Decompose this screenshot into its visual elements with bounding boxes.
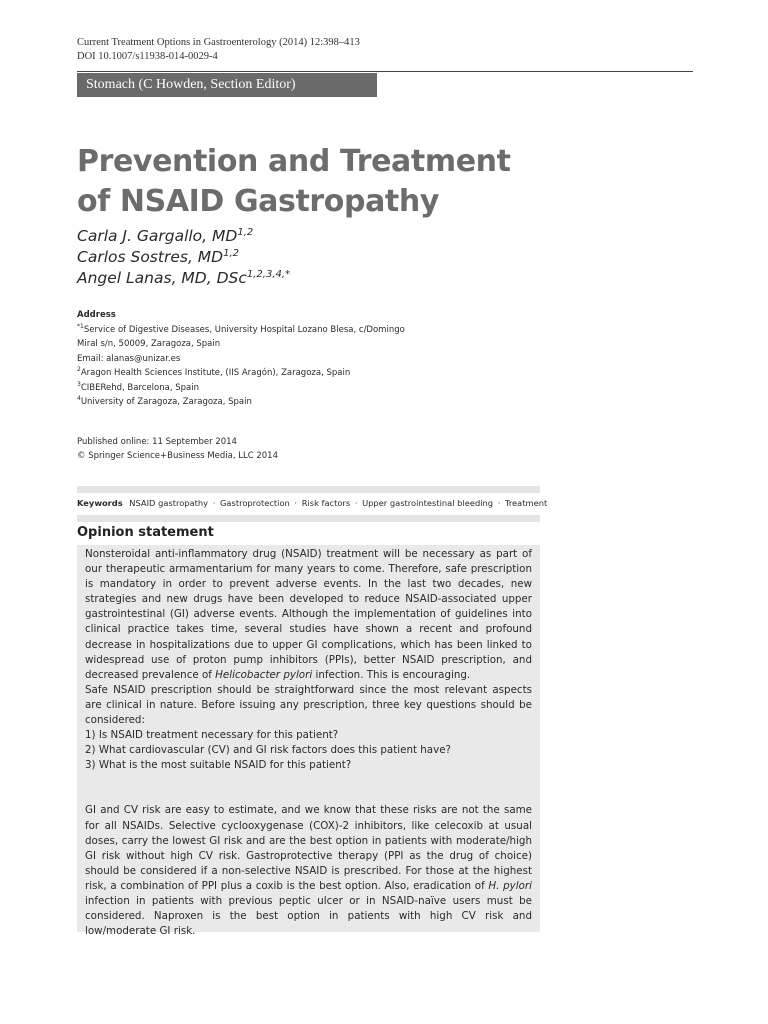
keyword: Gastroprotection <box>220 498 290 508</box>
address-line: Miral s/n, 50009, Zaragoza, Spain <box>77 339 221 349</box>
keyword: Upper gastrointestinal bleeding <box>362 498 494 508</box>
keyword-separator: · <box>497 498 501 508</box>
address-block <box>77 308 517 410</box>
opinion-heading: Opinion statement <box>77 525 214 540</box>
opinion-paragraph: GI and CV risk are easy to estimate, and we know that these risks are not the same for all NSAIDs. Selective cyclooxygenase (COX)-2 inhibitors, like celecoxib at usual doses, carry the lowest GI risk and are the best option in patients with moderate/high GI risk without high CV risk. Gastroprotective therapy (PPI as the drug of choice) should be considered if a non-selective NSAID is prescribed. For those at the highest risk, a combination of PPI plus a coxib is the best option. Also, eradication of H. pylori infection in patients with previous peptic ulcer or in NSAID-naïve users must be considered. Naproxen is the best option in patients with high CV risk and low/moderate GI risk. <box>85 804 532 938</box>
address-line: $^4$University of Zaragoza, Zaragoza, Spain <box>77 395 252 407</box>
keywords-bottom-band <box>77 515 540 522</box>
published-date: Published online: 11 September 2014 <box>77 437 237 447</box>
opinion-statement-box <box>77 545 540 938</box>
keyword: Treatment <box>504 498 548 508</box>
email-line: Email: alanas@unizar.es <box>77 353 181 364</box>
keywords-top-band <box>77 486 540 493</box>
keywords-label: Keywords <box>77 498 123 508</box>
keyword-separator: · <box>354 498 358 508</box>
journal-header <box>77 36 360 64</box>
author: Carlos Sostres, MD$^{1,2}$ <box>77 247 240 266</box>
keyword-separator: · <box>294 498 298 508</box>
keyword: Risk factors <box>301 498 351 508</box>
copyright: © Springer Science+Business Media, LLC 2014 <box>77 451 278 461</box>
address-line: $^{*1}$Service of Digestive Diseases, University Hospital Lozano Blesa, c/Domingo <box>77 322 405 335</box>
keyword-separator: · <box>212 498 216 508</box>
title-line-1: Prevention and Treatment <box>77 144 511 179</box>
address-label: Address <box>77 310 116 320</box>
doi: DOI 10.1007/s11938-014-0029-4 <box>77 51 218 62</box>
publication-info <box>77 435 278 463</box>
key-question: 3) What is the most suitable NSAID for this patient? <box>85 759 352 772</box>
journal-citation: Current Treatment Options in Gastroenterology (2014) 12:398–413 <box>77 37 360 48</box>
author: Angel Lanas, MD, DSc$^{1,2,3,4,*}$ <box>77 268 291 287</box>
keyword: NSAID gastropathy <box>129 498 209 508</box>
keywords-line <box>77 497 547 510</box>
key-question: 1) Is NSAID treatment necessary for this patient? <box>85 729 339 742</box>
opinion-paragraph: Nonsteroidal anti-inflammatory drug (NSAID) treatment will be necessary as part of our therapeutic armamentarium for many years to come. Therefore, safe prescription is mandatory in order to prevent adverse events. In the last two decades, new strategies and new drugs have been developed to reduce NSAID-associated upper gastrointestinal (GI) adverse events. Although the implementation of guidelines into clinical practice takes time, several studies have shown a recent and profound decrease in hospitalizations due to upper GI complications, which has been linked to widespread use of proton pump inhibitors (PPIs), better NSAID prescription, and decreased prevalence of Helicobacter pylori infection. This is encouraging. <box>85 548 532 681</box>
author-list <box>77 226 290 289</box>
author: Carla J. Gargallo, MD$^{1,2}$ <box>77 226 254 245</box>
address-line: $^3$CIBERehd, Barcelona, Spain <box>77 380 199 393</box>
opinion-paragraph: Safe NSAID prescription should be straightforward since the most relevant aspects are clinical in nature. Before issuing any prescription, three key questions should be considered: <box>85 683 532 727</box>
header-rule <box>77 71 693 72</box>
key-question: 2) What cardiovascular (CV) and GI risk factors does this patient have? <box>85 744 452 757</box>
section-banner: Stomach (C Howden, Section Editor) <box>77 73 377 97</box>
title-line-2: of NSAID Gastropathy <box>77 184 439 219</box>
address-line: $^2$Aragon Health Sciences Institute, (IIS Aragón), Zaragoza, Spain <box>77 366 351 378</box>
article-title <box>77 142 637 222</box>
